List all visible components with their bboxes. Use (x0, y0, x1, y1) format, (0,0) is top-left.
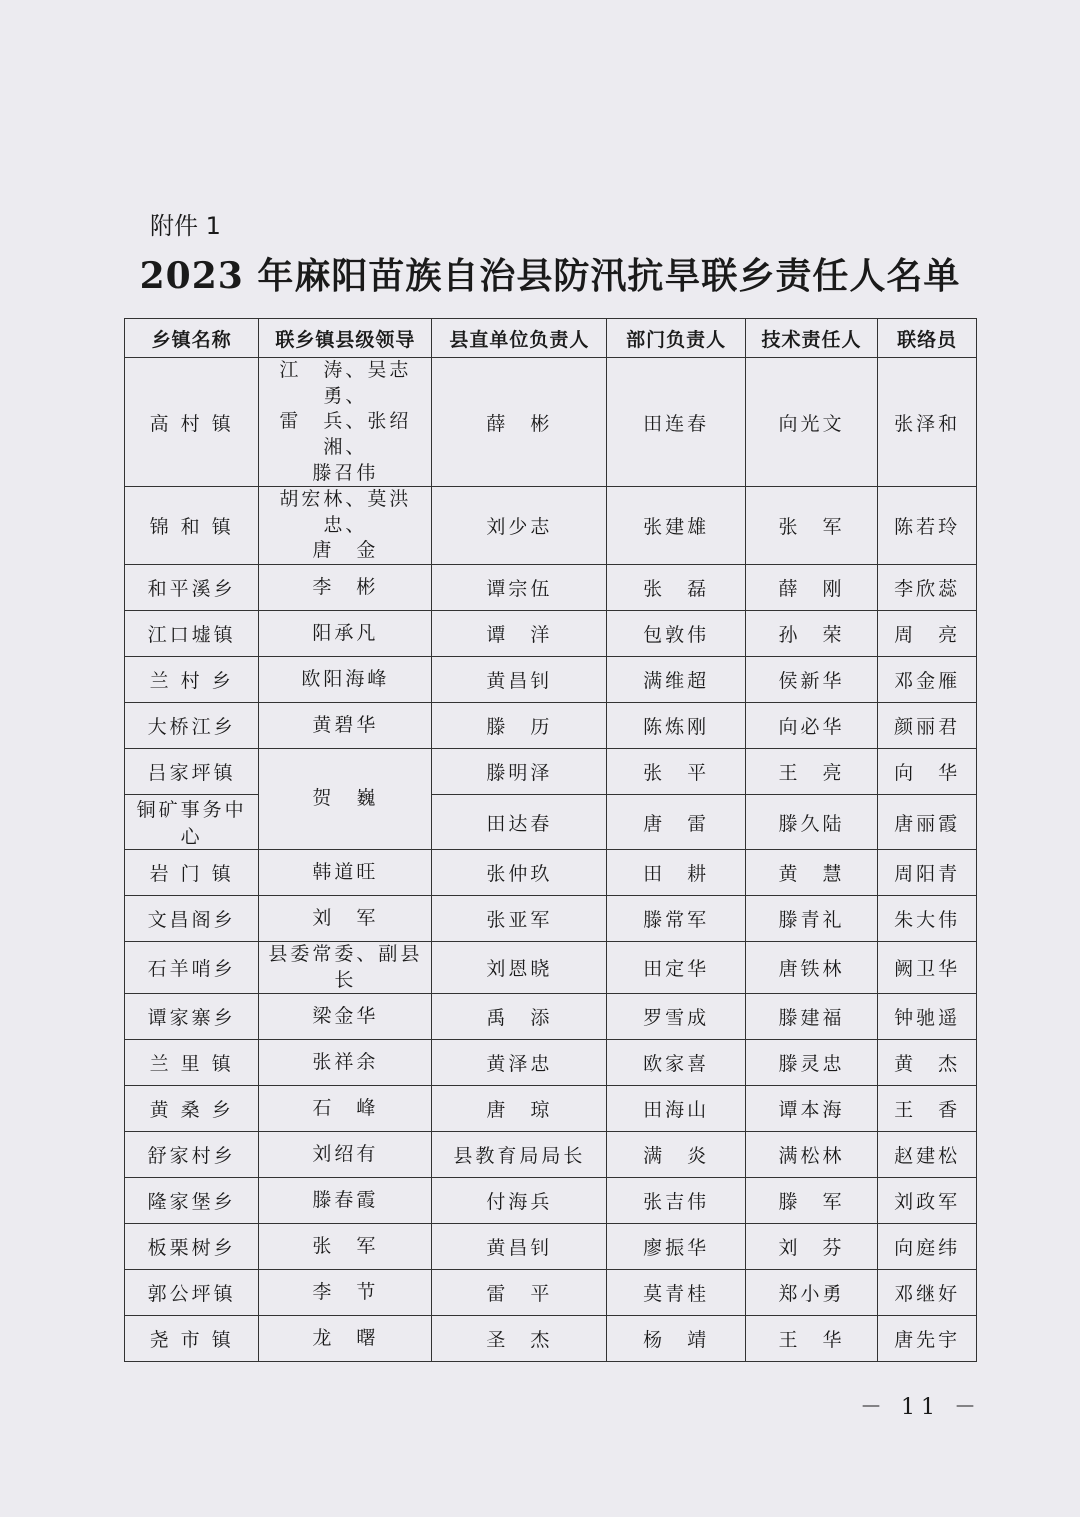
cell-unit: 田达春 (432, 795, 607, 850)
table-row (125, 795, 977, 850)
cell-tech: 郑小勇 (745, 1270, 877, 1316)
cell-liaison: 颜丽君 (878, 703, 977, 749)
table-row (125, 749, 977, 795)
cell-leader (259, 749, 432, 850)
cell-leader (259, 1224, 432, 1270)
leader-line: 张祥余 (312, 1051, 379, 1074)
cell-dept: 田海山 (607, 1086, 745, 1132)
leader-line: 刘 军 (312, 906, 379, 929)
table-row (125, 1270, 977, 1316)
cell-town: 江口墟镇 (125, 611, 259, 657)
cell-tech: 滕建福 (745, 994, 877, 1040)
responsibility-table (124, 318, 977, 1362)
cell-dept: 张建雄 (607, 487, 745, 565)
table-row (125, 994, 977, 1040)
cell-liaison: 阙卫华 (878, 942, 977, 994)
cell-liaison: 陈若玲 (878, 487, 977, 565)
cell-dept: 满维超 (607, 657, 745, 703)
cell-dept: 田 耕 (607, 850, 745, 896)
cell-town: 铜矿事务中心 (125, 795, 259, 850)
cell-tech: 刘 芬 (745, 1224, 877, 1270)
cell-unit: 付海兵 (432, 1178, 607, 1224)
cell-leader (259, 994, 432, 1040)
cell-tech: 侯新华 (745, 657, 877, 703)
cell-liaison: 刘政军 (878, 1178, 977, 1224)
table-row (125, 850, 977, 896)
table-row (125, 358, 977, 487)
cell-leader (259, 1270, 432, 1316)
cell-town: 高 村 镇 (125, 358, 259, 487)
leader-line: 唐 金 (312, 539, 379, 562)
header-unit: 县直单位负责人 (432, 319, 607, 358)
cell-leader (259, 487, 432, 565)
page-number: － 11 － (860, 1395, 982, 1420)
cell-unit: 滕 历 (432, 703, 607, 749)
cell-leader (259, 942, 432, 994)
leader-line: 黄碧华 (312, 713, 379, 736)
table-row (125, 657, 977, 703)
table-row (125, 1086, 977, 1132)
cell-dept: 陈炼刚 (607, 703, 745, 749)
leader-line: 刘绍有 (312, 1143, 379, 1166)
cell-dept: 田连春 (607, 358, 745, 487)
cell-town: 吕家坪镇 (125, 749, 259, 795)
cell-dept: 莫青桂 (607, 1270, 745, 1316)
cell-dept: 田定华 (607, 942, 745, 994)
cell-town: 尧 市 镇 (125, 1316, 259, 1362)
table-body (125, 358, 977, 1362)
cell-unit: 禹 添 (432, 994, 607, 1040)
cell-dept: 杨 靖 (607, 1316, 745, 1362)
cell-leader (259, 1316, 432, 1362)
cell-liaison: 朱大伟 (878, 896, 977, 942)
cell-liaison: 唐先宇 (878, 1316, 977, 1362)
cell-tech: 滕青礼 (745, 896, 877, 942)
cell-town: 舒家村乡 (125, 1132, 259, 1178)
header-tech: 技术责任人 (745, 319, 877, 358)
cell-unit: 张亚军 (432, 896, 607, 942)
cell-tech: 滕灵忠 (745, 1040, 877, 1086)
cell-liaison: 唐丽霞 (878, 795, 977, 850)
cell-tech: 王 华 (745, 1316, 877, 1362)
cell-unit: 黄昌钊 (432, 1224, 607, 1270)
header-liaison: 联络员 (878, 319, 977, 358)
cell-unit: 张仲玖 (432, 850, 607, 896)
cell-town: 黄 桑 乡 (125, 1086, 259, 1132)
cell-leader (259, 611, 432, 657)
cell-liaison: 张泽和 (878, 358, 977, 487)
cell-liaison: 周 亮 (878, 611, 977, 657)
cell-town: 岩 门 镇 (125, 850, 259, 896)
cell-town: 谭家寨乡 (125, 994, 259, 1040)
leader-line: 李 彬 (312, 575, 379, 598)
cell-leader (259, 703, 432, 749)
header-dept: 部门负责人 (607, 319, 745, 358)
leader-line: 县委常委、副县长 (268, 943, 423, 991)
table-row (125, 611, 977, 657)
leader-line: 胡宏林、莫洪忠、 (279, 488, 412, 536)
table-row (125, 703, 977, 749)
header-town: 乡镇名称 (125, 319, 259, 358)
cell-unit: 雷 平 (432, 1270, 607, 1316)
document-title: 2023 年麻阳苗族自治县防汛抗旱联乡责任人名单 (139, 255, 961, 297)
cell-leader (259, 565, 432, 611)
cell-liaison: 邓继好 (878, 1270, 977, 1316)
table-row (125, 1178, 977, 1224)
cell-town: 锦 和 镇 (125, 487, 259, 565)
table-row (125, 896, 977, 942)
leader-line: 贺 巍 (312, 787, 379, 810)
cell-town: 和平溪乡 (125, 565, 259, 611)
cell-liaison: 李欣蕊 (878, 565, 977, 611)
cell-unit: 谭宗伍 (432, 565, 607, 611)
table-row (125, 1224, 977, 1270)
cell-dept: 张 磊 (607, 565, 745, 611)
leader-line: 滕召伟 (312, 461, 379, 484)
attachment-label: 附件 1 (150, 212, 221, 240)
cell-liaison: 邓金雁 (878, 657, 977, 703)
cell-dept: 张吉伟 (607, 1178, 745, 1224)
cell-tech: 向必华 (745, 703, 877, 749)
cell-dept: 滕常军 (607, 896, 745, 942)
cell-liaison: 赵建松 (878, 1132, 977, 1178)
cell-town: 大桥江乡 (125, 703, 259, 749)
header-leader: 联乡镇县级领导 (259, 319, 432, 358)
cell-liaison: 王 香 (878, 1086, 977, 1132)
cell-leader (259, 358, 432, 487)
leader-line: 欧阳海峰 (301, 667, 390, 690)
table-row (125, 1316, 977, 1362)
cell-liaison: 周阳青 (878, 850, 977, 896)
table-row (125, 487, 977, 565)
cell-dept: 满 炎 (607, 1132, 745, 1178)
leader-line: 雷 兵、张绍湘、 (279, 410, 412, 458)
cell-dept: 罗雪成 (607, 994, 745, 1040)
table-row (125, 565, 977, 611)
cell-leader (259, 1132, 432, 1178)
cell-unit: 滕明泽 (432, 749, 607, 795)
cell-tech: 向光文 (745, 358, 877, 487)
table-row (125, 1132, 977, 1178)
cell-tech: 张 军 (745, 487, 877, 565)
leader-line: 石 峰 (312, 1097, 379, 1120)
cell-leader (259, 896, 432, 942)
leader-line: 江 涛、吴志勇、 (279, 359, 412, 407)
cell-unit: 黄泽忠 (432, 1040, 607, 1086)
cell-unit: 圣 杰 (432, 1316, 607, 1362)
cell-unit: 县教育局局长 (432, 1132, 607, 1178)
leader-line: 阳承凡 (312, 621, 379, 644)
cell-leader (259, 657, 432, 703)
cell-town: 板栗树乡 (125, 1224, 259, 1270)
cell-tech: 满松林 (745, 1132, 877, 1178)
cell-leader (259, 850, 432, 896)
cell-liaison: 向 华 (878, 749, 977, 795)
leader-line: 滕春霞 (312, 1189, 379, 1212)
cell-town: 隆家堡乡 (125, 1178, 259, 1224)
table-row (125, 1040, 977, 1086)
cell-town: 文昌阁乡 (125, 896, 259, 942)
cell-unit: 刘恩晓 (432, 942, 607, 994)
leader-line: 张 军 (312, 1235, 379, 1258)
cell-tech: 滕久陆 (745, 795, 877, 850)
cell-unit: 薛 彬 (432, 358, 607, 487)
cell-dept: 欧家喜 (607, 1040, 745, 1086)
cell-tech: 黄 慧 (745, 850, 877, 896)
cell-town: 兰 里 镇 (125, 1040, 259, 1086)
cell-town: 石羊哨乡 (125, 942, 259, 994)
table-header-row (125, 319, 977, 358)
cell-unit: 刘少志 (432, 487, 607, 565)
cell-dept: 包敦伟 (607, 611, 745, 657)
cell-tech: 滕 军 (745, 1178, 877, 1224)
cell-unit: 黄昌钊 (432, 657, 607, 703)
cell-leader (259, 1178, 432, 1224)
cell-unit: 唐 琼 (432, 1086, 607, 1132)
cell-dept: 张 平 (607, 749, 745, 795)
cell-tech: 薛 刚 (745, 565, 877, 611)
cell-town: 兰 村 乡 (125, 657, 259, 703)
cell-town: 郭公坪镇 (125, 1270, 259, 1316)
leader-line: 梁金华 (312, 1005, 379, 1028)
leader-line: 龙 曙 (312, 1327, 379, 1350)
table-row (125, 942, 977, 994)
cell-tech: 谭本海 (745, 1086, 877, 1132)
cell-liaison: 钟驰遥 (878, 994, 977, 1040)
cell-tech: 唐铁林 (745, 942, 877, 994)
cell-unit: 谭 洋 (432, 611, 607, 657)
cell-liaison: 向庭纬 (878, 1224, 977, 1270)
cell-tech: 孙 荣 (745, 611, 877, 657)
cell-tech: 王 亮 (745, 749, 877, 795)
cell-leader (259, 1040, 432, 1086)
cell-leader (259, 1086, 432, 1132)
leader-line: 韩道旺 (312, 860, 379, 883)
cell-dept: 廖振华 (607, 1224, 745, 1270)
cell-dept: 唐 雷 (607, 795, 745, 850)
cell-liaison: 黄 杰 (878, 1040, 977, 1086)
leader-line: 李 节 (312, 1281, 379, 1304)
